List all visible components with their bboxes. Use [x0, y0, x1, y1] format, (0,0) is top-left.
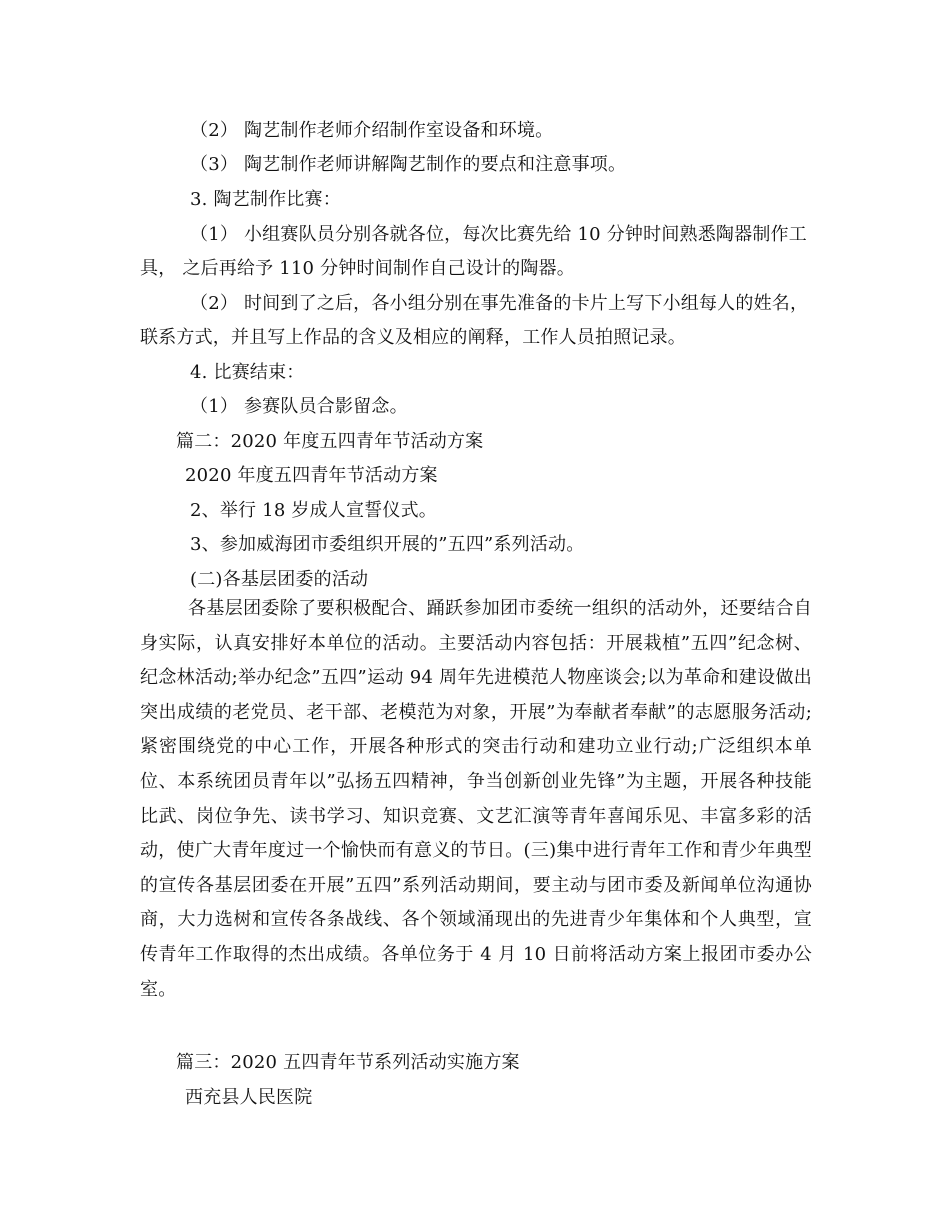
organization-name: 西充县人民医院	[185, 1087, 313, 1108]
text-line: （2） 陶艺制作老师介绍制作室设备和环境。	[190, 120, 554, 141]
text-line: （2） 时间到了之后，各小组分别在事先准备的卡片上写下小组每人的姓名，	[190, 293, 809, 314]
text-line: 3、参加威海团市委组织开展的”五四”系列活动。	[190, 534, 585, 555]
text-line: 3. 陶艺制作比赛：	[190, 189, 341, 210]
text-line: 2、举行 18 岁成人宣誓仪式。	[190, 500, 437, 521]
section-title: 2020 年度五四青年节活动方案	[185, 465, 438, 486]
section-heading: 篇二：2020 年度五四青年节活动方案	[176, 431, 484, 452]
text-line: 具， 之后再给予 110 分钟时间制作自己设计的陶器。	[140, 258, 575, 279]
subsection-heading: (二)各基层团委的活动	[190, 569, 369, 590]
section-heading: 篇三：2020 五四青年节系列活动实施方案	[176, 1052, 520, 1073]
body-paragraph: 各基层团委除了要积极配合、踊跃参加团市委统一组织的活动外，还要结合自身实际，认真安排好本单位的活动。主要活动内容包括：开展栽植”五四”纪念树、纪念林活动;举办纪念”五四”运动 94 周年先进模范人物座谈会;以为革命和建设做出突出成绩的老党员、老干部、老模范为对象，开展”为奉献者奉献”的志愿服务活动;紧密围绕党的中心工作，开展各种形式的突击行动和建功立业行动;广泛组织本单位、本系统团员青年以”弘扬五四精神，争当创新创业先锋”为主题，开展各种技能比武、岗位争先、读书学习、知识竞赛、文艺汇演等青年喜闻乐见、丰富多彩的活动，使广大青年度过一个愉快而有意义的节日。(三)集中进行青年工作和青少年典型的宣传各基层团委在开展”五四”系列活动期间，要主动与团市委及新闻单位沟通协商，大力选树和宣传各条战线、各个领域涌现出的先进青少年集体和个人典型，宣传青年工作取得的杰出成绩。各单位务于 4 月 10 日前将活动方案上报团市委办公室。	[140, 598, 812, 1000]
text-line: 联系方式，并且写上作品的含义及相应的阐释，工作人员拍照记录。	[140, 327, 686, 348]
text-line: （1） 参赛队员合影留念。	[190, 396, 408, 417]
text-line: （1） 小组赛队员分别各就各位，每次比赛先给 10 分钟时间熟悉陶器制作工	[190, 224, 807, 245]
text-line: 4. 比赛结束：	[190, 362, 305, 383]
text-line: （3） 陶艺制作老师讲解陶艺制作的要点和注意事项。	[190, 154, 627, 175]
